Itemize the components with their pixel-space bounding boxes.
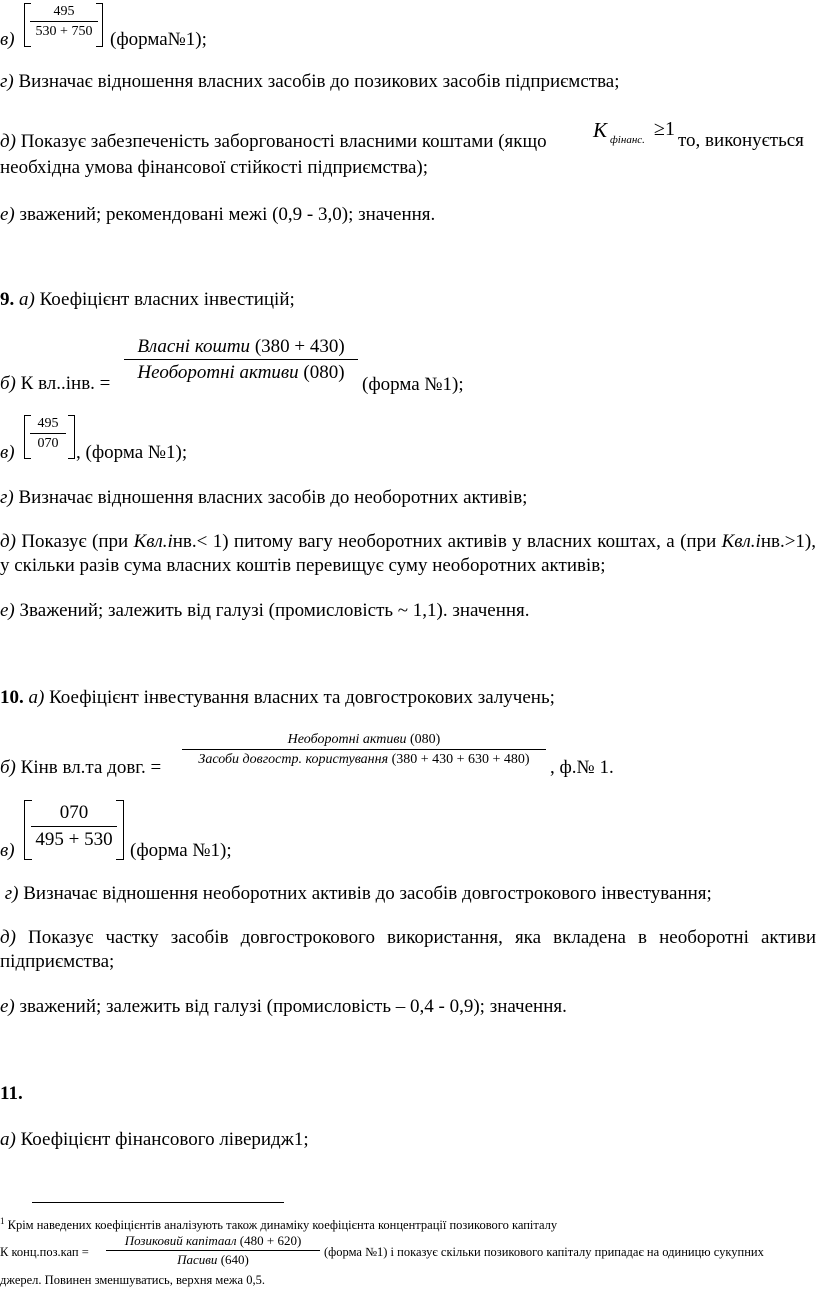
item-text: зважений; рекомендовані межі (0,9 - 3,0); значення. [14,204,436,225]
section-number: 9. [0,289,15,310]
item-text: Коефіцієнт власних інвестицій; [34,289,295,310]
s8-e-line [0,203,816,227]
s9-d-para: д) Показує (при Квл.інв.< 1) питому вагу необоротних активів у власних коштах, а (при Квл.інв.>1), у скільки разів сума власних коштів перевищує суму необоротних активів; [0,531,816,576]
s10-g-line [0,882,816,906]
formula-prefix: Кінв вл.та довг. = [15,757,162,778]
k-condition: ≥1 [654,118,675,140]
item-label: е) [0,600,15,621]
item-label: а) [0,1129,16,1150]
fraction-denominator: 070 [37,436,59,451]
s10-a-line [0,686,816,710]
item-label: г) [0,487,14,508]
item-text: Показує забезпеченість заборгованості власними коштами (якщо [15,131,547,152]
s8-v-label: в) [0,29,15,50]
s9-a-line [0,288,816,312]
s11-a-line: а) Коефіцієнт фінансового ліверидж1; [0,1129,309,1150]
s9-g-line [0,486,816,510]
fraction-numerator: 495 [37,416,59,431]
s11-number: 11. [0,1083,23,1104]
item-label: а) [28,687,45,708]
s10-v-label: в) [0,840,15,861]
s9-v-label: в) [0,442,15,463]
item-text: Зважений; залежить від галузі (промисловість ~ 1,1). значення. [14,600,530,621]
item-text: Визначає відношення власних засобів до необоротних активів; [13,487,528,508]
fraction-numerator: Необоротні активи (080) [287,732,441,747]
fraction-numerator: Позиковий капітаал (480 + 620) [124,1233,302,1248]
item-text: Визначає відношення власних засобів до позикових засобів підприємства; [13,71,620,92]
item-label: д) [0,131,16,152]
footnote-line1: $^1$ Крім наведених коефіцієнтів аналізують також динаміку коефіцієнта концентрації позикового капіталу [0,1216,558,1233]
footnote-mark: 1 [0,1216,5,1226]
fraction-denominator: Пасиви (640) [177,1252,249,1267]
formula-prefix: К вл..інв. = [15,373,111,394]
s10-d-para [0,926,816,974]
item-label: б) [0,373,16,394]
s10-v-note: (форма №1); [130,840,232,861]
footnote-line3: джерел. Повинен зменшуватись, верхня межа 0,5. [0,1273,265,1287]
s8-v-note: (форма№1); [110,29,207,50]
item-text: Показує частку засобів довгострокового використання, яка вкладена в необоротні активи підприємства; [0,927,816,972]
item-label: д) [0,531,16,552]
item-label: д) [0,927,16,948]
footnote-prefix: К конц.поз.кап = [0,1245,89,1259]
footnote-separator [32,1202,284,1203]
footnote-after: (форма №1) і показує скільки позикового капіталу припадає на одиницю сукупних [324,1245,764,1259]
s9-b-note: (форма №1); [362,374,464,395]
s9-v-note: , (форма №1); [76,442,188,463]
item-label: а) [19,289,35,310]
s8-d-line2: необхідна умова фінансової стійкості підприємства); [0,157,428,178]
section-number: 10. [0,687,24,708]
k-subscript: фінанс. [610,134,645,146]
s10-b-fraction [182,730,546,769]
s10-v-fraction [31,800,117,853]
s10-b-note: , ф.№ 1. [550,757,614,778]
item-text: Коефіцієнт фінансового ліверидж [15,1129,294,1150]
item-label: б) [0,757,16,778]
fraction-denominator: Засоби довгостр. користування (380 + 430 + 630 + 480) [198,752,530,767]
item-label: е) [0,204,15,225]
bracket-right [68,415,75,459]
fraction-denominator: Необоротні активи (080) [137,362,345,383]
fraction-denominator: 495 + 530 [35,829,113,850]
item-text: Коефіцієнт інвестування власних та довгострокових залучень; [44,687,555,708]
s10-e-line [0,995,816,1019]
k-symbol: К [593,118,607,142]
item-text: зважений; залежить від галузі (промисловість – 0,4 - 0,9); значення. [14,996,567,1017]
s9-b-fraction [124,334,358,385]
item-label: г) [4,883,19,904]
bracket-right [96,3,103,47]
footnote-ref: 1 [293,1129,304,1150]
s8-d-text2: то, виконується [678,130,804,151]
s8-g-line [0,70,816,94]
bracket-right [116,800,124,860]
fraction-numerator: 495 [53,4,75,19]
footnote-fraction [106,1232,320,1269]
fraction-denominator: 530 + 750 [35,24,93,39]
item-label: г) [0,71,14,92]
item-label: е) [0,996,15,1017]
s9-v-fraction [30,414,66,453]
s9-e-line [0,599,816,623]
fraction-numerator: Власні кошти (380 + 430) [137,336,345,357]
item-text: Визначає відношення необоротних активів до засобів довгострокового інвестування; [18,883,712,904]
fraction-numerator: 070 [59,802,89,823]
s8-v-fraction [30,2,98,41]
